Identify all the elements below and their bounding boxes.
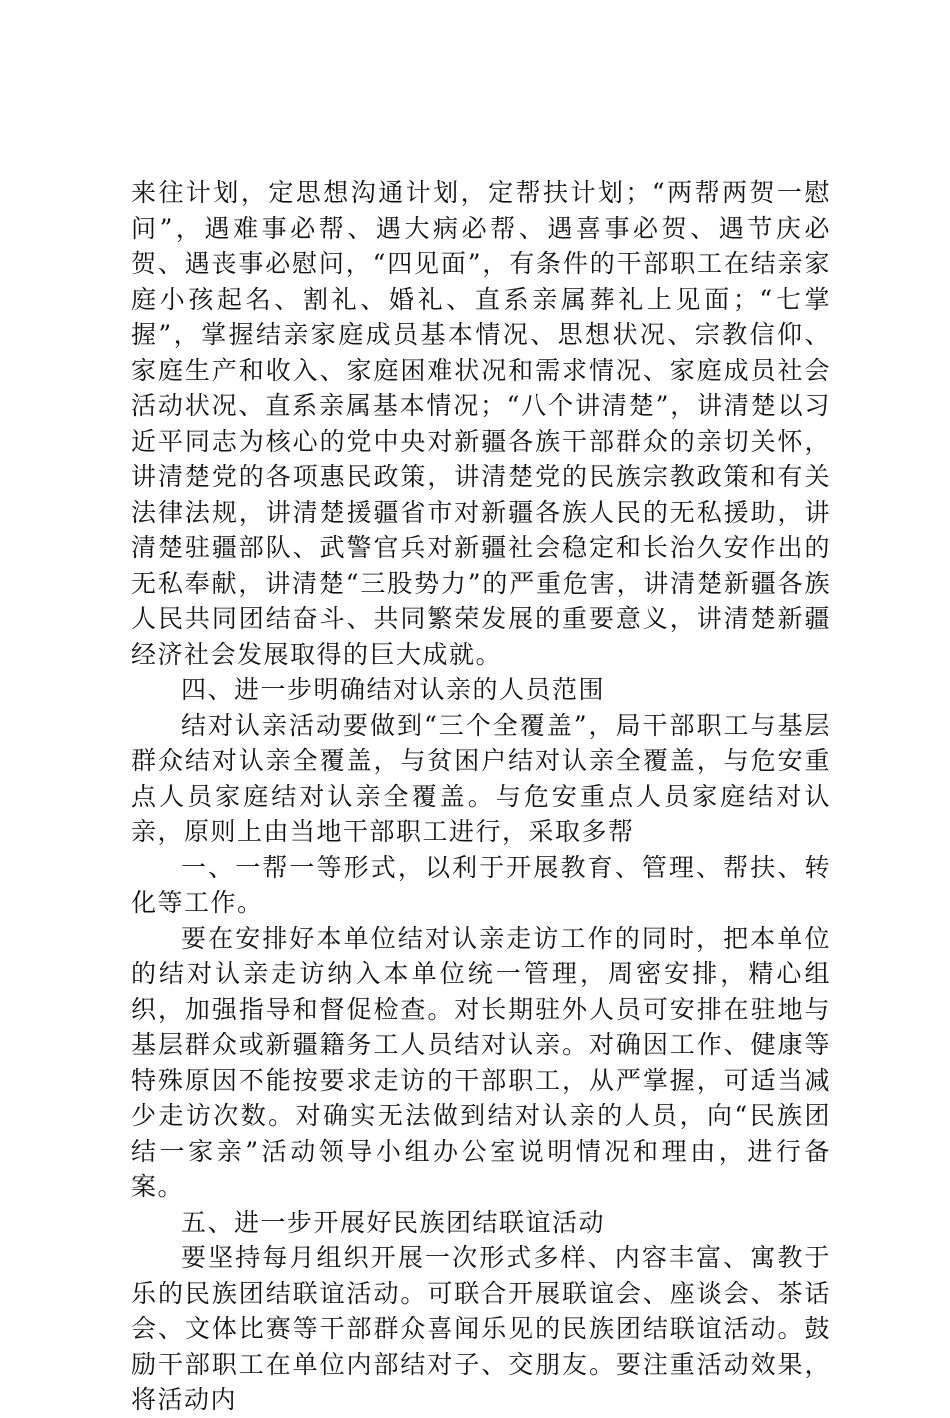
section-heading-4: 四、进一步明确结对认亲的人员范围 [181,675,606,704]
document-body [131,175,831,1418]
paragraph: 一、一帮一等形式，以利于开展教育、管理、帮扶、转化等工作。 [131,852,831,917]
paragraph: 要坚持每月组织开展一次形式多样、内容丰富、寓教于乐的民族团结联谊活动。可联合开展联谊会、座谈会、茶话会、文体比赛等干部群众喜闻乐见的民族团结联谊活动。鼓励干部职工在单位内部结对子、交朋友。要注重活动效果，将活动内 [131,1243,831,1414]
paragraph: 要在安排好本单位结对认亲走访工作的同时，把本单位的结对认亲走访纳入本单位统一管理，周密安排，精心组织，加强指导和督促检查。对长期驻外人员可安排在驻地与基层群众或新疆籍务工人员结对认亲。对确因工作、健康等特殊原因不能按要求走访的干部职工，从严掌握，可适当减少走访次数。对确实无法做到结对认亲的人员，向“民族团结一家亲”活动领导小组办公室说明情况和理由，进行备案。 [131,923,831,1201]
paragraph: 结对认亲活动要做到“三个全覆盖”，局干部职工与基层群众结对认亲全覆盖，与贫困户结对认亲全覆盖，与危安重点人员家庭结对认亲全覆盖。与危安重点人员家庭结对认亲，原则上由当地干部职工进行，采取多帮 [131,710,831,846]
paragraph-continued: 来往计划，定思想沟通计划，定帮扶计划；“两帮两贺一慰问”，遇难事必帮、遇大病必帮、遇喜事必贺、遇节庆必贺、遇丧事必慰问，“四见面”，有条件的干部职工在结亲家庭小孩起名、割礼、婚礼、直系亲属葬礼上见面；“七掌握”，掌握结亲家庭成员基本情况、思想状况、宗教信仰、家庭生产和收入、家庭困难状况和需求情况、家庭成员社会活动状况、直系亲属基本情况；“八个讲清楚”，讲清楚以习近平同志为核心的党中央对新疆各族干部群众的亲切关怀，讲清楚党的各项惠民政策，讲清楚党的民族宗教政策和有关法律法规，讲清楚援疆省市对新疆各族人民的无私援助，讲清楚驻疆部队、武警官兵对新疆社会稳定和长治久安作出的无私奉献，讲清楚“三股势力”的严重危害，讲清楚新疆各族人民共同团结奋斗、共同繁荣发展的重要意义，讲清楚新疆经济社会发展取得的巨大成就。 [131,178,831,669]
section-heading-5: 五、进一步开展好民族团结联谊活动 [181,1207,606,1237]
